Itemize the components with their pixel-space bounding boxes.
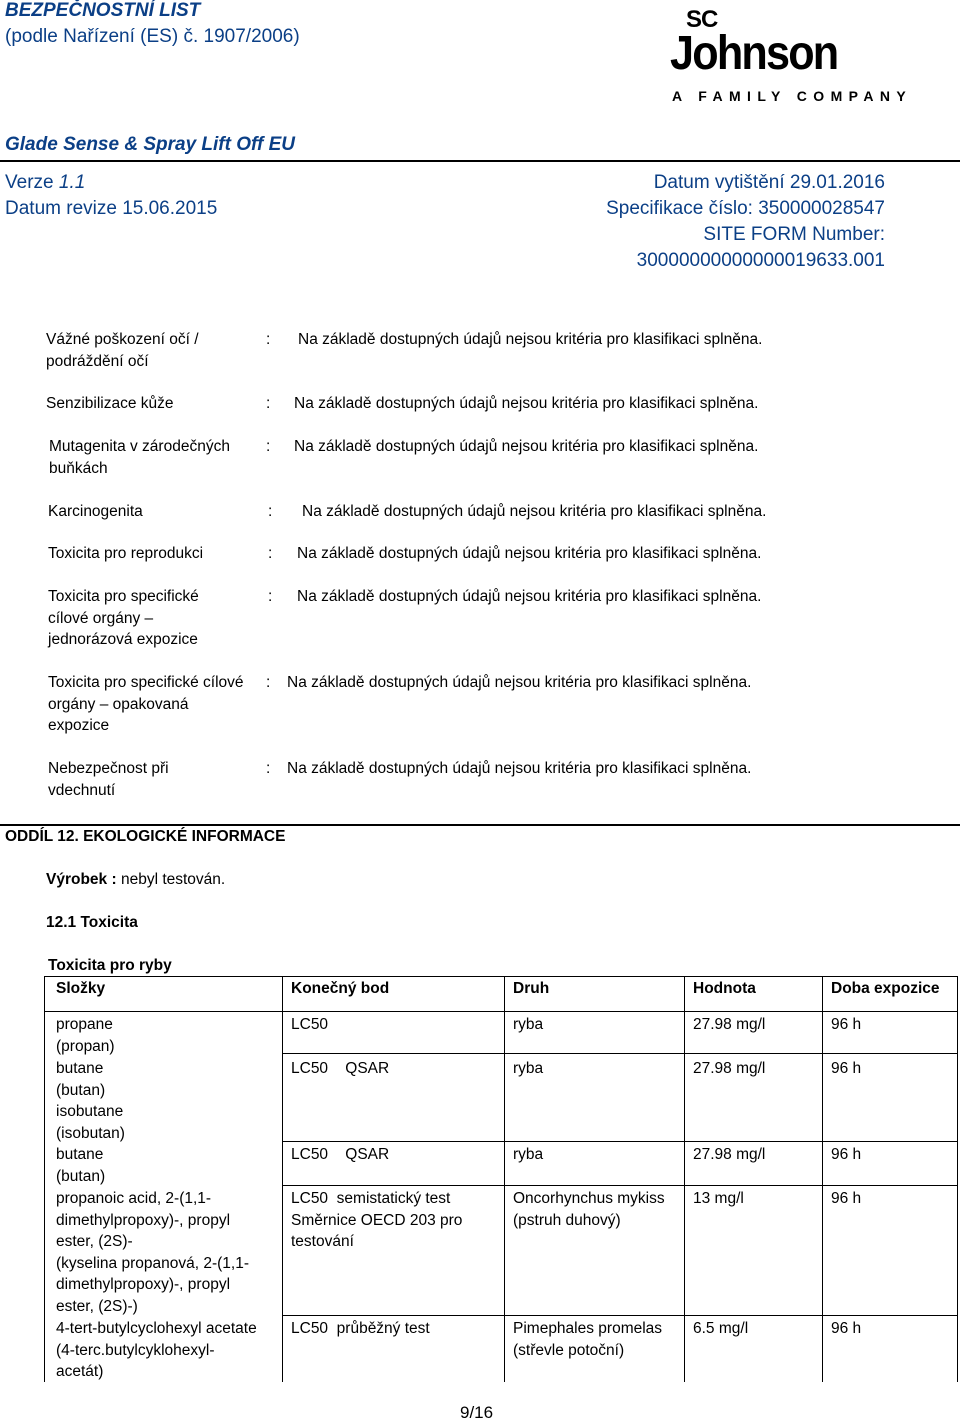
version-label: Verze <box>5 172 54 193</box>
table-cell-endpoint: LC50 QSAR <box>291 1146 390 1163</box>
tox-label-stot-single: Toxicita pro specifické cílové orgány – jednorázová expozice <box>48 588 199 648</box>
regulation-reference: (podle Nařízení (ES) č. 1907/2006) <box>5 26 300 47</box>
table-row-divider <box>282 1141 958 1142</box>
logo-sc: SC <box>686 6 718 33</box>
table-cell-component: butane (butan) <box>56 1146 106 1185</box>
table-cell-endpoint: LC50 semistatický test Směrnice OECD 203 pro testování <box>291 1190 463 1250</box>
tox-colon: : <box>268 588 273 605</box>
table-border-col <box>504 976 505 1382</box>
table-border-col <box>822 976 823 1382</box>
table-cell-duration: 96 h <box>831 1320 862 1337</box>
section-12-heading: ODDÍL 12. EKOLOGICKÉ INFORMACE <box>5 828 286 845</box>
tox-value-aspiration: Na základě dostupných údajů nejsou kritéria pro klasifikaci splněna. <box>287 760 752 777</box>
document-title: BEZPEČNOSTNÍ LIST <box>5 0 201 21</box>
revision-date: Datum revize 15.06.2015 <box>5 198 218 219</box>
table-cell-component: butane (butan) isobutane (isobutan) <box>56 1060 125 1142</box>
tox-label-skin: Senzibilizace kůže <box>46 395 174 412</box>
table-cell-component: 4-tert-butylcyclohexyl acetate (4-terc.butylcyklohexyl- acetát) <box>56 1320 257 1380</box>
table-cell-value: 27.98 mg/l <box>693 1060 766 1077</box>
table-cell-species: ryba <box>513 1016 544 1033</box>
specification-number: Specifikace číslo: 350000028547 <box>606 198 885 219</box>
table-cell-value: 13 mg/l <box>693 1190 744 1207</box>
fish-toxicity-title: Toxicita pro ryby <box>48 957 172 974</box>
table-cell-value: 27.98 mg/l <box>693 1016 766 1033</box>
table-cell-duration: 96 h <box>831 1190 862 1207</box>
tox-colon: : <box>266 331 271 348</box>
tox-colon: : <box>266 674 271 691</box>
site-form-number: 30000000000000019633.001 <box>636 250 885 271</box>
table-cell-endpoint: LC50 QSAR <box>291 1060 390 1077</box>
subsection-toxicity: 12.1 Toxicita <box>46 914 138 931</box>
table-cell-duration: 96 h <box>831 1146 862 1163</box>
tox-value-stot-repeated: Na základě dostupných údajů nejsou kritéria pro klasifikaci splněna. <box>287 674 752 691</box>
tox-value-reproduction: Na základě dostupných údajů nejsou kritéria pro klasifikaci splněna. <box>297 545 762 562</box>
site-form-label: SITE FORM Number: <box>703 224 885 245</box>
sc-johnson-logo <box>668 6 913 108</box>
tox-label-carcinogenicity: Karcinogenita <box>48 503 143 520</box>
table-border-left <box>44 976 45 1382</box>
table-cell-endpoint: LC50 průběžný test <box>291 1320 430 1337</box>
print-date: Datum vytištění 29.01.2016 <box>653 172 885 193</box>
table-row-divider <box>282 1315 958 1316</box>
tox-value-carcinogenicity: Na základě dostupných údajů nejsou kritéria pro klasifikaci splněna. <box>302 503 767 520</box>
tox-value-skin: Na základě dostupných údajů nejsou kritéria pro klasifikaci splněna. <box>294 395 759 412</box>
table-cell-value: 6.5 mg/l <box>693 1320 749 1337</box>
tox-label-reproduction: Toxicita pro reprodukci <box>48 545 204 562</box>
logo-brand: Johnson <box>670 27 838 80</box>
table-border-right <box>957 976 958 1382</box>
tox-label-eye: Vážné poškození očí / podráždění očí <box>46 331 199 370</box>
product-value: nebyl testován. <box>120 871 226 888</box>
version <box>5 172 85 194</box>
tox-value-stot-single: Na základě dostupných údajů nejsou kritéria pro klasifikaci splněna. <box>297 588 762 605</box>
table-top-border <box>44 976 958 977</box>
column-header-endpoint: Konečný bod <box>291 980 390 997</box>
tox-colon: : <box>266 438 271 455</box>
table-cell-species: Pimephales promelas (střevle potoční) <box>513 1320 663 1359</box>
tox-value-eye: Na základě dostupných údajů nejsou kritéria pro klasifikaci splněna. <box>298 331 763 348</box>
table-border-col <box>282 976 283 1382</box>
header-divider <box>0 160 960 162</box>
table-cell-species: ryba <box>513 1146 544 1163</box>
table-cell-endpoint: LC50 <box>291 1016 329 1033</box>
table-cell-species: Oncorhynchus mykiss (pstruh duhový) <box>513 1190 665 1229</box>
logo-tagline: A FAMILY COMPANY <box>672 88 913 104</box>
tox-colon: : <box>268 503 273 520</box>
tox-label-stot-repeated: Toxicita pro specifické cílové orgány – opakovaná expozice <box>48 674 244 734</box>
column-header-species: Druh <box>513 980 550 997</box>
table-cell-duration: 96 h <box>831 1016 862 1033</box>
column-header-value: Hodnota <box>693 980 756 997</box>
page-number: 9/16 <box>460 1403 494 1422</box>
table-cell-species: ryba <box>513 1060 544 1077</box>
table-border-col <box>684 976 685 1382</box>
product-name: Glade Sense & Spray Lift Off EU <box>5 134 296 155</box>
table-header-border <box>44 1011 958 1012</box>
table-cell-duration: 96 h <box>831 1060 862 1077</box>
table-row-divider <box>282 1185 958 1186</box>
product-label: Výrobek : <box>46 871 117 888</box>
product-test-status <box>46 869 225 891</box>
table-row-divider <box>282 1053 958 1054</box>
tox-value-mutagenicity: Na základě dostupných údajů nejsou kritéria pro klasifikaci splněna. <box>294 438 759 455</box>
column-header-components: Složky <box>56 980 106 997</box>
tox-label-aspiration: Nebezpečnost při vdechnutí <box>48 760 169 799</box>
table-cell-value: 27.98 mg/l <box>693 1146 766 1163</box>
tox-colon: : <box>268 545 273 562</box>
table-cell-component: propane (propan) <box>56 1016 115 1055</box>
tox-colon: : <box>266 760 271 777</box>
tox-colon: : <box>266 395 271 412</box>
tox-label-mutagenicity: Mutagenita v zárodečných buňkách <box>49 438 230 477</box>
table-cell-component: propanoic acid, 2-(1,1- dimethylpropoxy)-, propyl ester, (2S)- (kyselina propanová, 2-(1,1- dimethylpropoxy)-, propyl ester, (2S)-) <box>56 1190 249 1315</box>
version-value: 1.1 <box>58 172 86 193</box>
column-header-duration: Doba expozice <box>831 980 940 997</box>
